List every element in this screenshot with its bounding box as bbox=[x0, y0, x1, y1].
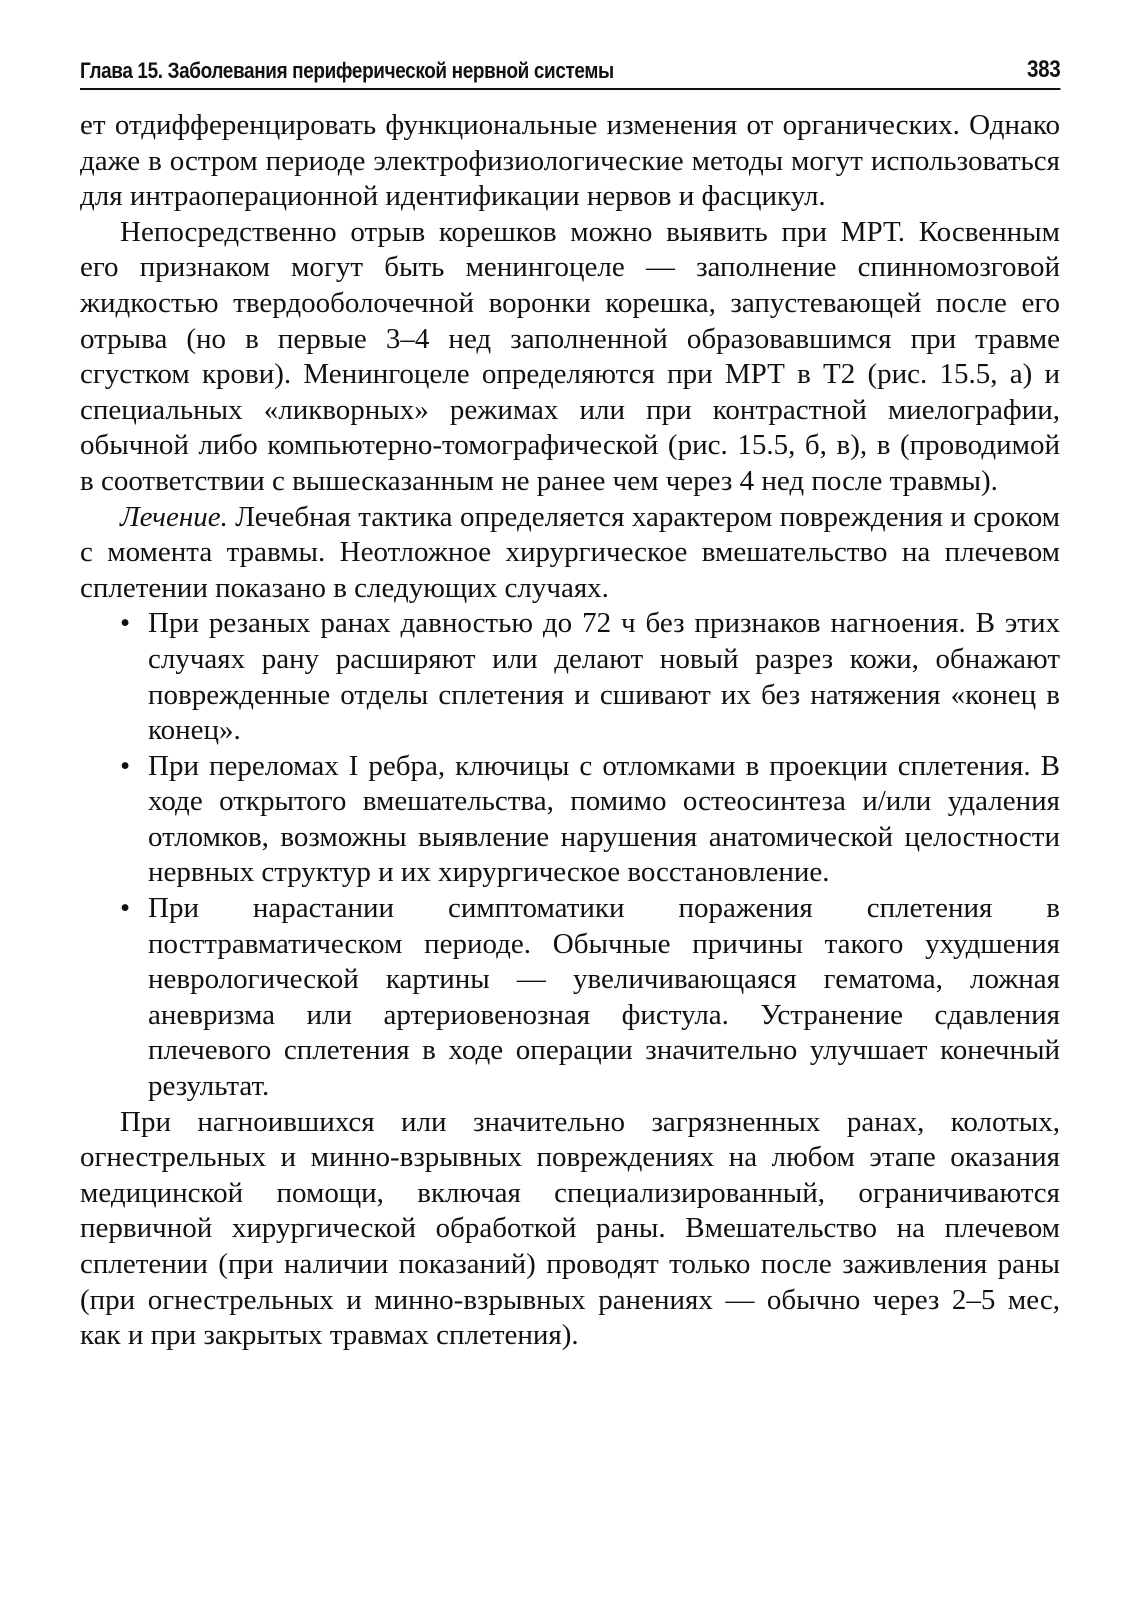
list-item: • При резаных ранах давностью до 72 ч без признаков нагноения. В этих случаях рану расширяют или делают новый разрез кожи, обнажают поврежденные отделы сплетения и сшивают их без натяжения «конец в конец». bbox=[120, 606, 1060, 748]
running-header bbox=[80, 52, 1060, 90]
paragraph-mri-diagnosis: Непосредственно отрыв корешков можно выявить при МРТ. Косвенным его признаком могут быть менингоцеле — заполнение спинномозговой жидкостью твердооболочечной воронки корешка, запустевающей после его отрыва (но в первые 3–4 нед заполненной образовавшимся при травме сгустком крови). Менингоцеле определяются при МРТ в Т2 (рис. 15.5, а) и специальных «ликворных» режимах или при контрастной миелографии, обычной либо компьютерно-томографической (рис. 15.5, б, в), в (проводимой в соответствии с вышесказанным не ранее чем через 4 нед после травмы). bbox=[80, 215, 1060, 497]
paragraph-treatment bbox=[80, 500, 1060, 607]
paragraph-continuation: ет отдифференцировать функциональные изменения от органических. Однако даже в остром периоде электрофизиологические методы могут использоваться для интраоперационной идентификации нервов и фасцикул. bbox=[80, 109, 1060, 213]
indications-list bbox=[80, 606, 1060, 1104]
treatment-label: Лечение. bbox=[120, 500, 228, 533]
list-item: • При нарастании симптоматики поражения сплетения в посттравматическом периоде. Обычные причины такого ухудшения неврологической картины — увеличивающаяся гематома, ложная аневризма или артериовенозная фистула. Устранение сдавления плечевого сплетения в ходе операции значительно улучшает конечный результат. bbox=[120, 891, 1060, 1105]
book-page bbox=[80, 52, 1060, 1354]
treatment-text: Лечебная тактика определяется характером повреждения и сроком с момента травмы. Неотложное хирургическое вмешательство на плечевом сплетении показано в следующих случаях. bbox=[80, 500, 1060, 604]
chapter-title: Глава 15. Заболевания периферической нервной системы bbox=[80, 58, 614, 83]
list-item: • При переломах I ребра, ключицы с отломками в проекции сплетения. В ходе открытого вмешательства, помимо остеосинтеза и/или удаления отломков, возможны выявление нарушения анатомической целостности нервных структур и их хирургическое восстановление. bbox=[120, 749, 1060, 891]
paragraph-infected-wounds: При нагноившихся или значительно загрязненных ранах, колотых, огнестрельных и минно-взрывных повреждениях на любом этапе оказания медицинской помощи, включая специализированный, ограничиваются первичной хирургической обработкой раны. Вмешательство на плечевом сплетении (при наличии показаний) проводят только после заживления раны (при огнестрельных и минно-взрывных ранениях — обычно через 2–5 мес, как и при закрытых травмах сплетения). bbox=[80, 1105, 1060, 1352]
body-text bbox=[80, 108, 1060, 1354]
page-number: 383 bbox=[1026, 56, 1061, 83]
